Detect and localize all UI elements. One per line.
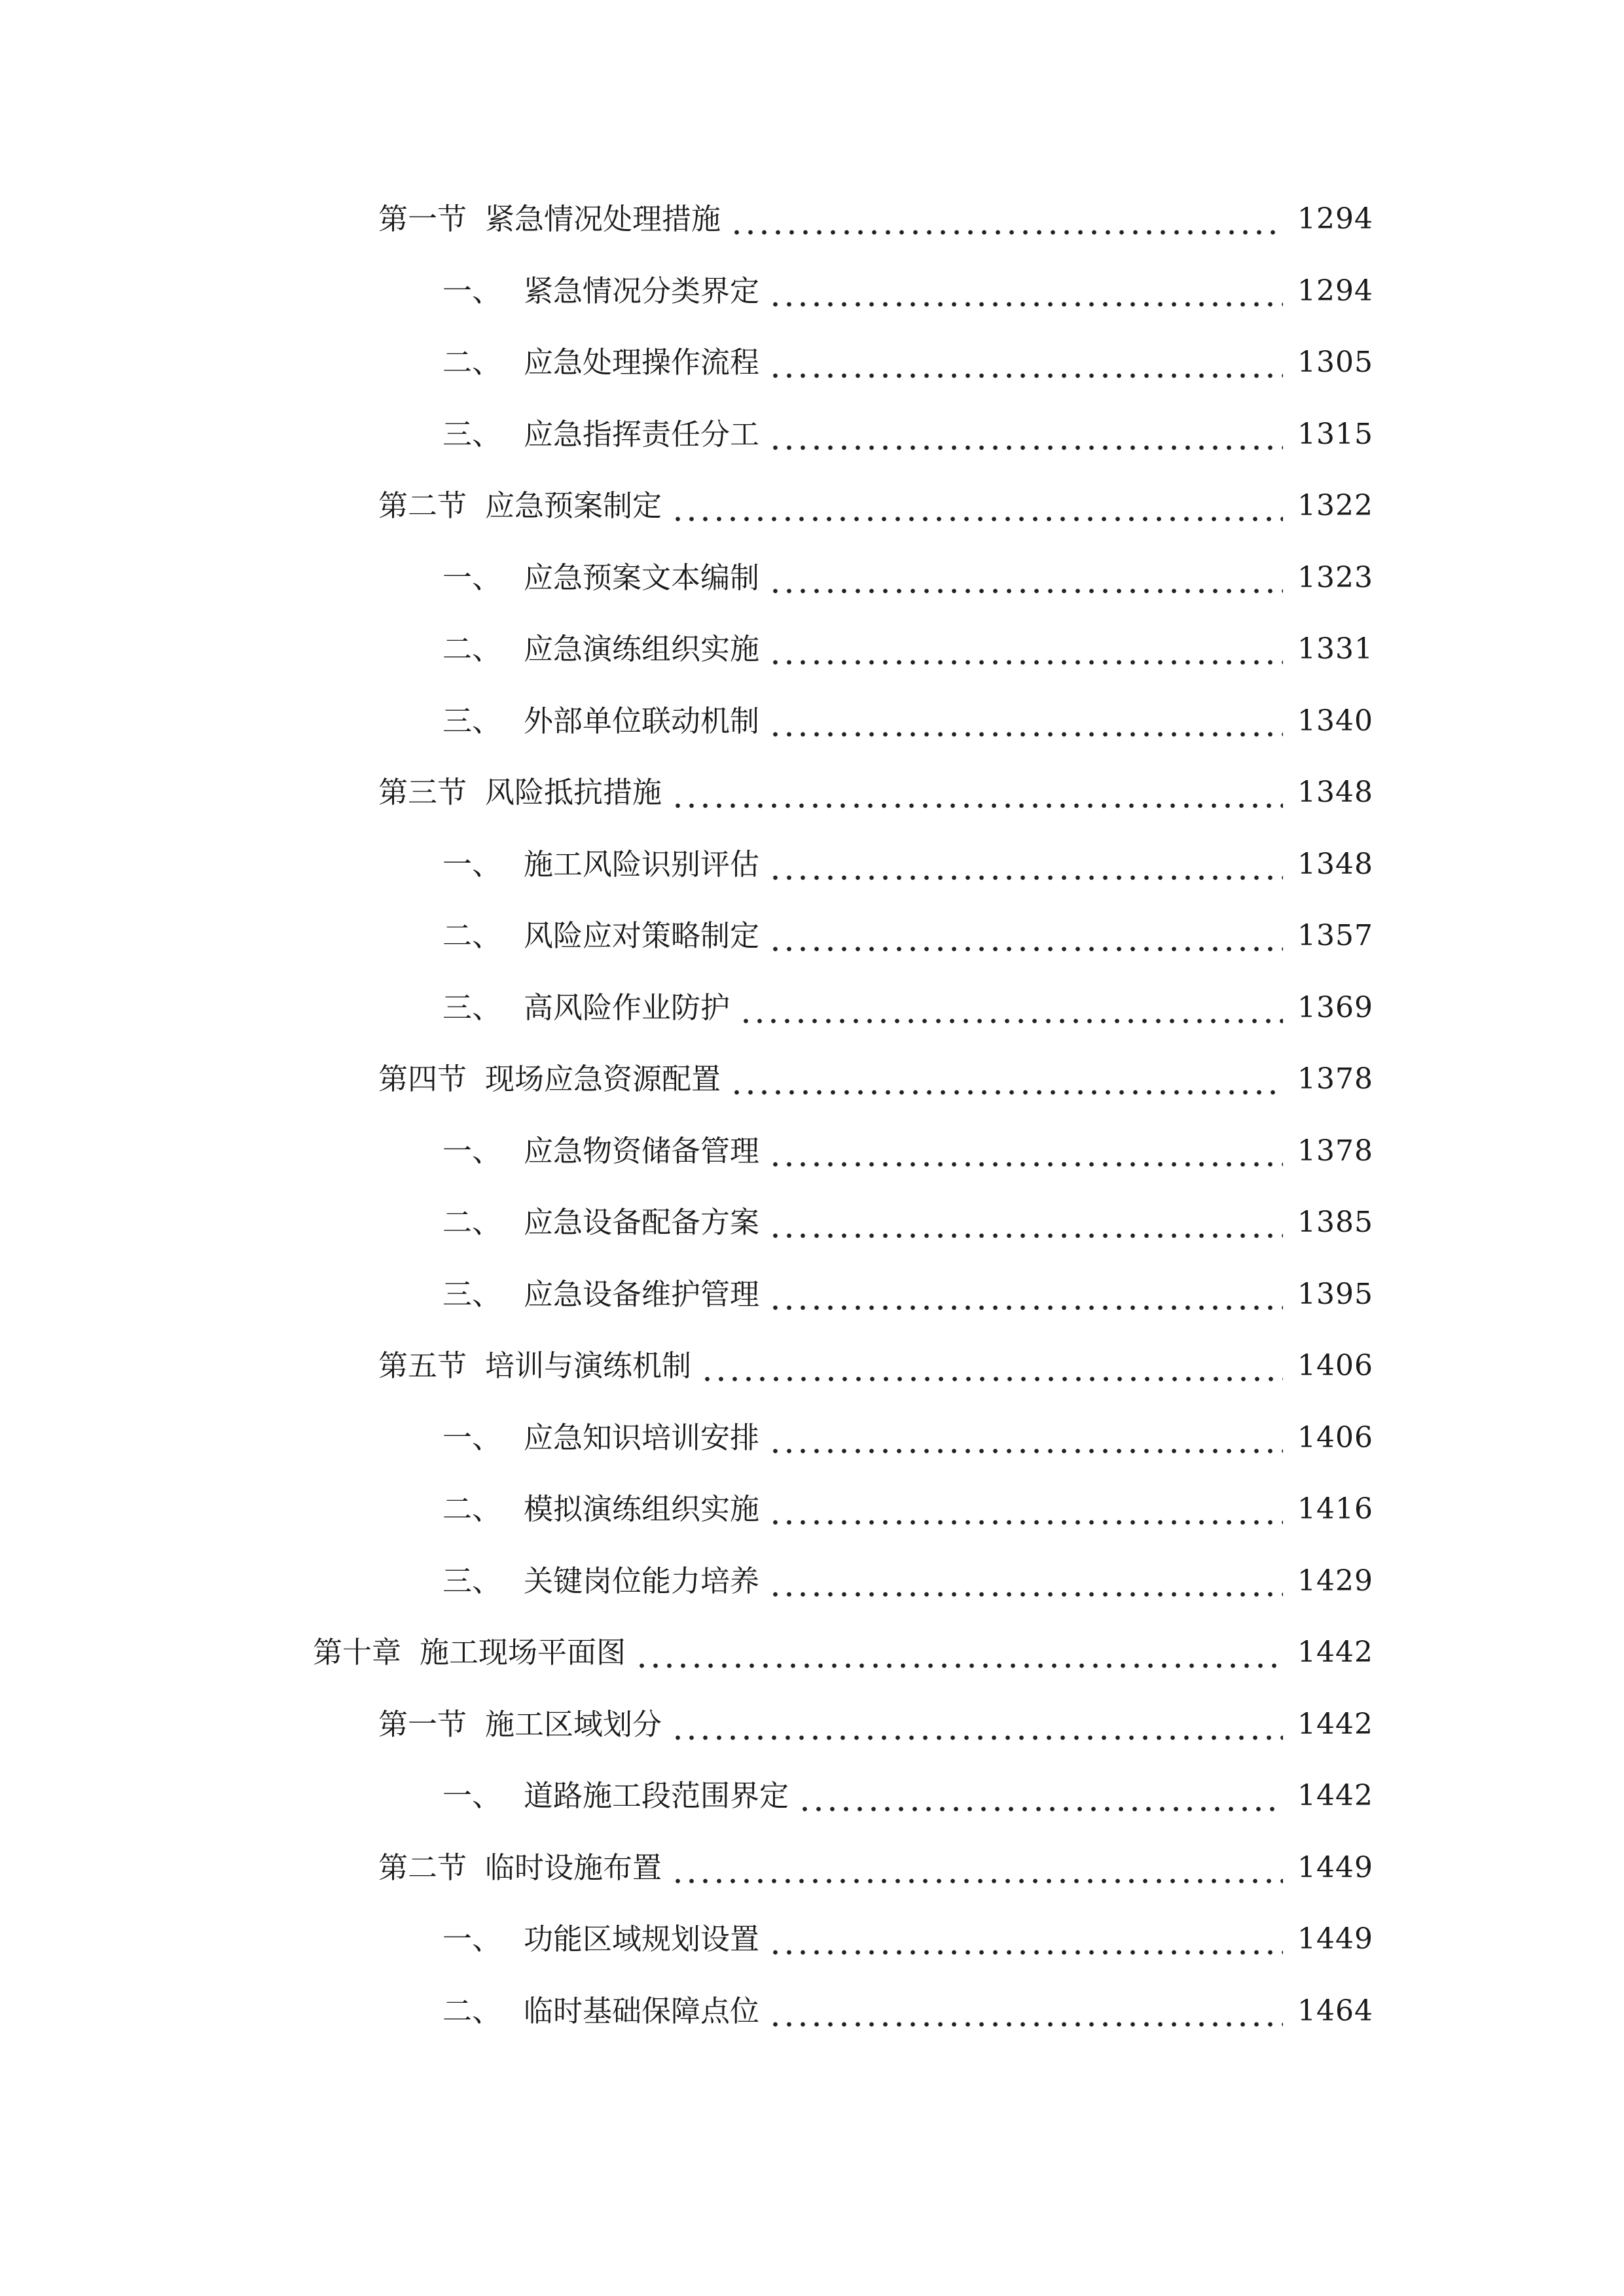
dot-leader [768, 910, 1283, 962]
dot-leader [768, 408, 1283, 461]
toc-page-number: 1378 [1297, 1062, 1373, 1096]
dot-leader [768, 1196, 1283, 1249]
toc-marker: 二、 [442, 1492, 502, 1526]
dot-leader [768, 1125, 1283, 1177]
toc-marker: 二、 [442, 632, 502, 666]
dot-leader [739, 982, 1283, 1034]
toc-marker: 一、 [442, 1922, 502, 1956]
dot-leader [798, 1770, 1283, 1822]
toc-page-number: 1322 [1297, 489, 1373, 522]
toc-title: 应急演练组织实施 [524, 632, 760, 666]
toc-marker: 三、 [442, 1277, 502, 1312]
toc-entry[interactable] [378, 1842, 1373, 1894]
toc-entry[interactable] [378, 1698, 1373, 1751]
dot-leader [768, 336, 1283, 389]
toc-page-number: 1442 [1297, 1708, 1373, 1741]
toc-page-number: 1449 [1297, 1851, 1373, 1884]
dot-leader [671, 1842, 1283, 1894]
dot-leader [700, 1340, 1283, 1392]
toc-entry[interactable] [313, 1626, 1373, 1679]
toc-entry[interactable] [378, 766, 1373, 819]
toc-title: 应急处理操作流程 [524, 345, 760, 380]
toc-title: 风险抵抗措施 [485, 775, 662, 810]
toc-entry[interactable] [442, 1770, 1373, 1822]
toc-title: 应急预案文本编制 [524, 560, 760, 595]
dot-leader [671, 480, 1283, 532]
toc-entry[interactable] [442, 1412, 1373, 1464]
toc-marker: 第一节 [378, 1707, 467, 1742]
toc-page-number: 1348 [1297, 776, 1373, 809]
toc-entry[interactable] [378, 480, 1373, 532]
toc-entry[interactable] [442, 838, 1373, 891]
toc-title: 模拟演练组织实施 [524, 1492, 760, 1526]
toc-page-number: 1464 [1297, 1994, 1373, 2028]
toc-entry[interactable] [442, 1125, 1373, 1177]
toc-entry[interactable] [442, 408, 1373, 461]
toc-marker: 第二节 [378, 488, 467, 523]
toc-page-number: 1305 [1297, 346, 1373, 379]
toc-entry[interactable] [442, 1196, 1373, 1249]
toc-entry[interactable] [442, 336, 1373, 389]
toc-page-number: 1406 [1297, 1349, 1373, 1382]
toc-title: 应急设备配备方案 [524, 1205, 760, 1240]
toc-title: 应急知识培训安排 [524, 1420, 760, 1455]
dot-leader [671, 766, 1283, 819]
toc-entry[interactable] [442, 910, 1373, 962]
toc-title: 风险应对策略制定 [524, 918, 760, 953]
dot-leader [768, 265, 1283, 317]
toc-page-number: 1395 [1297, 1278, 1373, 1311]
toc-marker: 第二节 [378, 1850, 467, 1885]
toc-entry[interactable] [378, 1053, 1373, 1105]
toc-entry[interactable] [378, 1340, 1373, 1392]
toc-entry[interactable] [442, 1555, 1373, 1607]
dot-leader [768, 1985, 1283, 2037]
toc-marker: 第五节 [378, 1348, 467, 1383]
toc-marker: 第四节 [378, 1062, 467, 1096]
toc-title: 紧急情况处理措施 [485, 202, 721, 236]
toc-marker: 一、 [442, 1778, 502, 1813]
toc-marker: 一、 [442, 1134, 502, 1168]
toc-title: 应急物资储备管理 [524, 1134, 760, 1168]
toc-marker: 三、 [442, 704, 502, 738]
toc-title: 应急预案制定 [485, 488, 662, 523]
dot-leader [768, 1913, 1283, 1965]
dot-leader [768, 1412, 1283, 1464]
toc-page-number: 1385 [1297, 1206, 1373, 1239]
toc-title: 外部单位联动机制 [524, 704, 760, 738]
toc-title: 临时基础保障点位 [524, 1994, 760, 2028]
toc-page-number: 1331 [1297, 632, 1373, 666]
toc-marker: 二、 [442, 918, 502, 953]
toc-entry[interactable] [442, 695, 1373, 747]
toc-title: 紧急情况分类界定 [524, 274, 760, 308]
toc-marker: 第十章 [313, 1635, 402, 1670]
toc-entry[interactable] [442, 1268, 1373, 1321]
toc-page-number: 1416 [1297, 1492, 1373, 1526]
toc-page-number: 1357 [1297, 919, 1373, 952]
toc-marker: 一、 [442, 274, 502, 308]
toc-marker: 第一节 [378, 202, 467, 236]
dot-leader [768, 838, 1283, 891]
toc-marker: 二、 [442, 345, 502, 380]
dot-leader [768, 1268, 1283, 1321]
toc-page-number: 1378 [1297, 1134, 1373, 1168]
toc-page-number: 1449 [1297, 1922, 1373, 1956]
dot-leader [768, 1555, 1283, 1607]
toc-marker: 一、 [442, 847, 502, 882]
toc-entry[interactable] [378, 193, 1373, 245]
toc-title: 施工风险识别评估 [524, 847, 760, 882]
toc-page-number: 1315 [1297, 418, 1373, 451]
toc-title: 功能区域规划设置 [524, 1922, 760, 1956]
toc-page-number: 1369 [1297, 991, 1373, 1024]
toc-title: 培训与演练机制 [485, 1348, 692, 1383]
toc-page-number: 1442 [1297, 1779, 1373, 1812]
toc-entry[interactable] [442, 982, 1373, 1034]
toc-entry[interactable] [442, 1985, 1373, 2037]
toc-page-number: 1348 [1297, 848, 1373, 881]
toc-title: 应急指挥责任分工 [524, 417, 760, 452]
dot-leader [730, 1053, 1283, 1105]
toc-marker: 一、 [442, 560, 502, 595]
dot-leader [671, 1698, 1283, 1751]
toc-page-number: 1294 [1297, 202, 1373, 236]
toc-entry[interactable] [442, 1483, 1373, 1535]
toc-page-number: 1294 [1297, 274, 1373, 308]
toc-entry[interactable] [442, 623, 1373, 675]
dot-leader [768, 695, 1283, 747]
toc-marker: 二、 [442, 1994, 502, 2028]
toc-entry[interactable] [442, 1913, 1373, 1965]
toc-title: 现场应急资源配置 [485, 1062, 721, 1096]
dot-leader [768, 552, 1283, 604]
toc-entry[interactable] [442, 552, 1373, 604]
toc-marker: 二、 [442, 1205, 502, 1240]
toc-marker: 三、 [442, 417, 502, 452]
dot-leader [730, 193, 1283, 245]
dot-leader [635, 1626, 1283, 1679]
toc-page-number: 1442 [1297, 1636, 1373, 1669]
toc-page-number: 1340 [1297, 704, 1373, 738]
toc-marker: 三、 [442, 990, 502, 1025]
toc-marker: 第三节 [378, 775, 467, 810]
toc-page-number: 1406 [1297, 1421, 1373, 1454]
toc-title: 应急设备维护管理 [524, 1277, 760, 1312]
dot-leader [768, 623, 1283, 675]
toc-marker: 三、 [442, 1564, 502, 1598]
toc-title: 施工区域划分 [485, 1707, 662, 1742]
toc-title: 临时设施布置 [485, 1850, 662, 1885]
toc-marker: 一、 [442, 1420, 502, 1455]
toc-page-number: 1429 [1297, 1564, 1373, 1598]
toc-page-number: 1323 [1297, 561, 1373, 594]
toc-title: 道路施工段范围界定 [524, 1778, 789, 1813]
toc-title: 关键岗位能力培养 [524, 1564, 760, 1598]
toc-title: 施工现场平面图 [420, 1635, 626, 1670]
toc-entry[interactable] [442, 265, 1373, 317]
dot-leader [768, 1483, 1283, 1535]
toc-title: 高风险作业防护 [524, 990, 731, 1025]
